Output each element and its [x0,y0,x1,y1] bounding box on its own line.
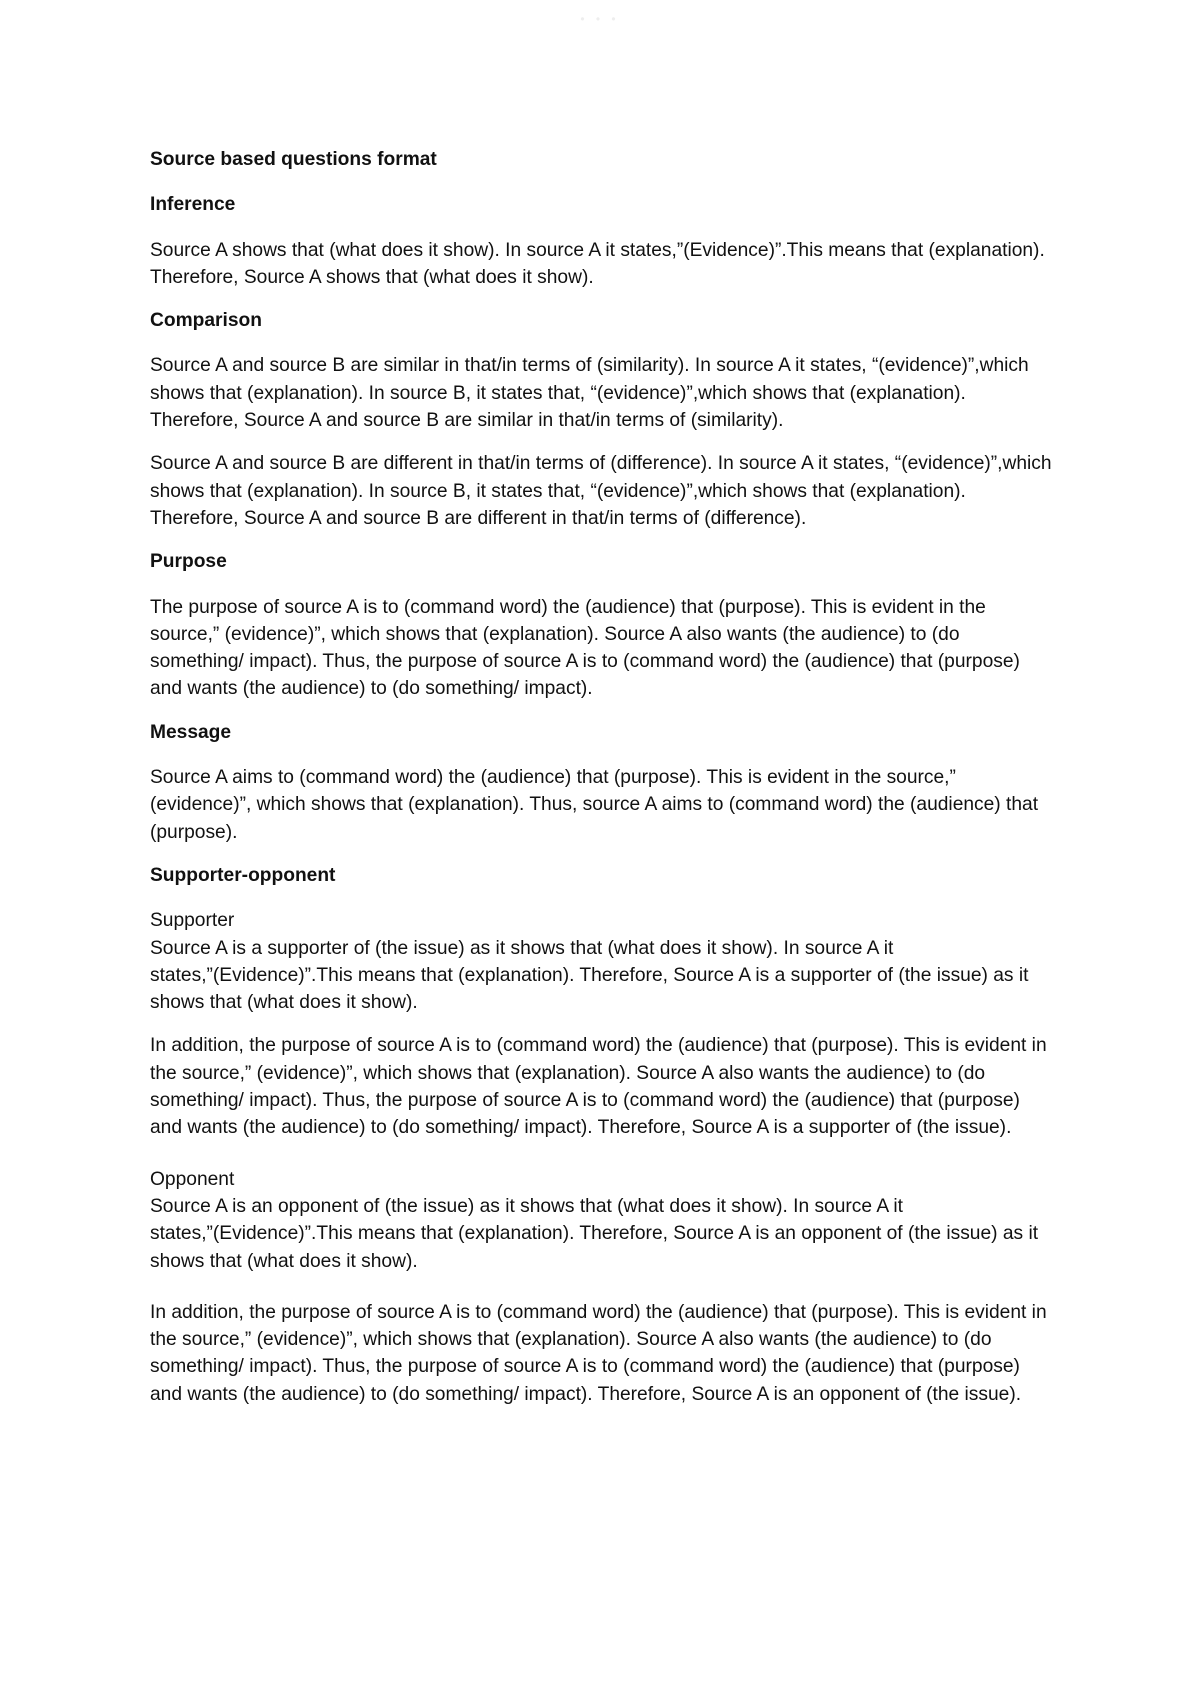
section-heading-inference: Inference [150,194,236,216]
comparison-similar-paragraph: Source A and source B are similar in that/in terms of (similarity). In source A it states, “(evidence)”,which shows that (explanation). In source B, it states that, “(evidence)”,which shows that (explanation). Therefore, Source A and source B are similar in that/in terms of (similarity). [150,355,1029,432]
section-heading-message: Message [150,721,232,743]
message-paragraph: Source A aims to (command word) the (audience) that (purpose). This is evident in the source,” (evidence)”, which shows that (explanation). Thus, source A aims to (command word) the (audience) that (purpose). [150,767,1039,843]
opponent-paragraph-1: Source A is an opponent of (the issue) as it shows that (what does it show). In source A it states,”(Evidence)”.This means that (explanation). Therefore, Source A is an opponent of (the issue) as it shows that (what does it show). [150,1195,1039,1272]
supporter-label: Supporter [150,910,235,932]
inference-paragraph: Source A shows that (what does it show). In source A it states,”(Evidence)”.This means that (explanation). Therefore, Source A shows that (what does it show). [150,239,1045,288]
supporter-paragraph-2: In addition, the purpose of source A is to (command word) the (audience) that (purpose). This is evident in the source,” (evidence)”, which shows that (explanation). Source A also wants the audience) to (do something/ impact). Thus, the purpose of source A is to (command word) the (audience) that (purpose) and wants (the audience) to (do something/ impact). Therefore, Source A is a supporter of (the issue). [150,1035,1047,1139]
document-page [150,146,1055,1424]
opponent-paragraph-2: In addition, the purpose of source A is to (command word) the (audience) that (purpose). This is evident in the source,” (evidence)”, which shows that (explanation). Source A also wants (the audience) to (do something/ impact). Thus, the purpose of source A is to (command word) the (audience) that (purpose) and wants (the audience) to (do something/ impact). Therefore, Source A is an opponent of (the issue). [150,1301,1047,1405]
section-heading-purpose: Purpose [150,551,227,573]
page-indicator-dots: • • • [580,12,620,26]
section-heading-supporter-opponent: Supporter-opponent [150,864,336,886]
comparison-different-paragraph: Source A and source B are different in that/in terms of (difference). In source A it states, “(evidence)”,which shows that (explanation). In source B, it states that, “(evidence)”,which shows that (explanation). Therefore, Source A and source B are different in that/in terms of (difference). [150,453,1052,529]
document-title: Source based questions format [150,149,437,170]
purpose-paragraph: The purpose of source A is to (command word) the (audience) that (purpose). This is evident in the source,” (evidence)”, which shows that (explanation). Source A also wants (the audience) to (do something/ impact). Thus, the purpose of source A is to (command word) the (audience) that (purpose) and wants (the audience) to (do something/ impact). [150,596,1020,700]
supporter-paragraph-1: Source A is a supporter of (the issue) as it shows that (what does it show). In source A it states,”(Evidence)”.This means that (explanation). Therefore, Source A is a supporter of (the issue) as it shows that (what does it show). [150,937,1029,1014]
section-heading-comparison: Comparison [150,310,262,332]
opponent-label: Opponent [150,1168,235,1190]
